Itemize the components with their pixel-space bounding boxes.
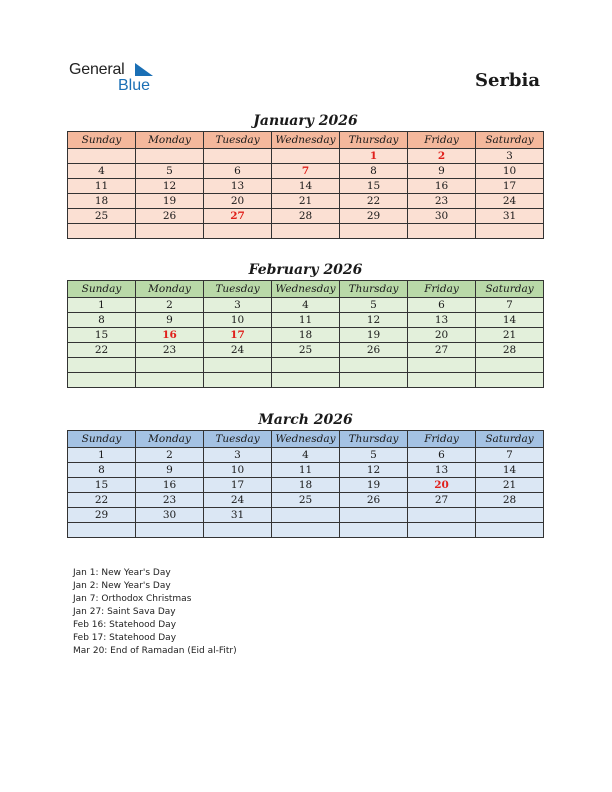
day-cell: 19: [340, 478, 408, 493]
calendar-grid: [67, 131, 544, 239]
holiday-day-cell: 17: [204, 328, 272, 343]
day-cell: 8: [340, 164, 408, 179]
weekday-header: Friday: [408, 132, 476, 149]
day-cell: [340, 358, 408, 373]
week-row: [68, 448, 544, 463]
day-cell: [408, 358, 476, 373]
day-cell: [408, 373, 476, 388]
holiday-note: Feb 17: Statehood Day: [73, 633, 177, 643]
day-cell: 18: [272, 478, 340, 493]
weekday-header-row: [68, 431, 544, 448]
day-cell: 17: [476, 179, 544, 194]
week-row: [68, 523, 544, 538]
week-row: [68, 149, 544, 164]
day-cell: [272, 358, 340, 373]
holiday-notes: [73, 567, 237, 658]
day-cell: [476, 508, 544, 523]
day-cell: 14: [476, 313, 544, 328]
day-cell: 7: [476, 298, 544, 313]
day-cell: 28: [272, 209, 340, 224]
day-cell: [476, 523, 544, 538]
week-row: [68, 508, 544, 523]
day-cell: [68, 523, 136, 538]
week-row: [68, 313, 544, 328]
day-cell: [204, 149, 272, 164]
day-cell: 23: [408, 194, 476, 209]
day-cell: [68, 358, 136, 373]
day-cell: 31: [476, 209, 544, 224]
day-cell: 30: [136, 508, 204, 523]
weekday-header: Sunday: [68, 132, 136, 149]
calendar-grid: [67, 280, 544, 388]
day-cell: 19: [340, 328, 408, 343]
weekday-header: Thursday: [340, 431, 408, 448]
holiday-note: Jan 7: Orthodox Christmas: [73, 594, 192, 604]
day-cell: 25: [68, 209, 136, 224]
day-cell: 27: [408, 343, 476, 358]
week-row: [68, 343, 544, 358]
logo-flag-icon: [135, 63, 153, 77]
day-cell: [408, 523, 476, 538]
day-cell: 30: [408, 209, 476, 224]
day-cell: 29: [340, 209, 408, 224]
day-cell: [68, 149, 136, 164]
day-cell: [340, 523, 408, 538]
day-cell: 20: [408, 328, 476, 343]
day-cell: 11: [68, 179, 136, 194]
day-cell: 21: [476, 328, 544, 343]
day-cell: 22: [340, 194, 408, 209]
day-cell: 16: [136, 478, 204, 493]
day-cell: 23: [136, 493, 204, 508]
day-cell: 6: [204, 164, 272, 179]
holiday-day-cell: 16: [136, 328, 204, 343]
day-cell: 21: [476, 478, 544, 493]
weekday-header: Monday: [136, 281, 204, 298]
calendar-grid: [67, 430, 544, 538]
holiday-day-cell: 7: [272, 164, 340, 179]
day-cell: 12: [136, 179, 204, 194]
day-cell: [408, 508, 476, 523]
day-cell: 26: [340, 343, 408, 358]
holiday-note: Jan 2: New Year's Day: [73, 581, 171, 591]
day-cell: [340, 508, 408, 523]
holiday-day-cell: 20: [408, 478, 476, 493]
day-cell: 25: [272, 343, 340, 358]
month-february: [67, 260, 544, 388]
week-row: [68, 194, 544, 209]
day-cell: 19: [136, 194, 204, 209]
day-cell: 4: [68, 164, 136, 179]
day-cell: 12: [340, 463, 408, 478]
day-cell: 10: [476, 164, 544, 179]
day-cell: 5: [136, 164, 204, 179]
day-cell: 2: [136, 298, 204, 313]
day-cell: 1: [68, 298, 136, 313]
day-cell: [476, 373, 544, 388]
day-cell: 13: [408, 463, 476, 478]
holiday-day-cell: 2: [408, 149, 476, 164]
day-cell: 23: [136, 343, 204, 358]
month-title: January 2026: [253, 113, 358, 129]
country-title: Serbia: [474, 70, 540, 91]
week-row: [68, 358, 544, 373]
day-cell: 5: [340, 298, 408, 313]
day-cell: 26: [136, 209, 204, 224]
day-cell: 2: [136, 448, 204, 463]
day-cell: 10: [204, 313, 272, 328]
day-cell: 8: [68, 313, 136, 328]
day-cell: 28: [476, 343, 544, 358]
weekday-header: Tuesday: [204, 431, 272, 448]
week-row: [68, 373, 544, 388]
day-cell: 9: [408, 164, 476, 179]
day-cell: 3: [476, 149, 544, 164]
day-cell: 20: [204, 194, 272, 209]
day-cell: 11: [272, 313, 340, 328]
day-cell: [204, 224, 272, 239]
weekday-header: Tuesday: [204, 132, 272, 149]
logo-text-general: General: [69, 61, 125, 78]
day-cell: 24: [476, 194, 544, 209]
day-cell: [68, 373, 136, 388]
day-cell: 11: [272, 463, 340, 478]
week-row: [68, 224, 544, 239]
weekday-header: Wednesday: [272, 132, 340, 149]
day-cell: 4: [272, 298, 340, 313]
holiday-note: Feb 16: Statehood Day: [73, 620, 177, 630]
weekday-header: Saturday: [476, 281, 544, 298]
day-cell: [272, 149, 340, 164]
day-cell: 27: [408, 493, 476, 508]
weekday-header: Friday: [408, 431, 476, 448]
day-cell: [136, 224, 204, 239]
week-row: [68, 463, 544, 478]
day-cell: [476, 358, 544, 373]
week-row: [68, 328, 544, 343]
day-cell: 22: [68, 493, 136, 508]
day-cell: 6: [408, 448, 476, 463]
day-cell: [272, 224, 340, 239]
day-cell: [204, 523, 272, 538]
day-cell: 26: [340, 493, 408, 508]
day-cell: 3: [204, 298, 272, 313]
day-cell: 24: [204, 343, 272, 358]
holiday-day-cell: 1: [340, 149, 408, 164]
week-row: [68, 164, 544, 179]
day-cell: [476, 224, 544, 239]
day-cell: 3: [204, 448, 272, 463]
day-cell: 10: [204, 463, 272, 478]
holiday-note: Jan 1: New Year's Day: [73, 568, 171, 578]
weekday-header: Monday: [136, 132, 204, 149]
weekday-header: Friday: [408, 281, 476, 298]
day-cell: 9: [136, 463, 204, 478]
weekday-header: Thursday: [340, 132, 408, 149]
day-cell: 14: [272, 179, 340, 194]
day-cell: 15: [68, 478, 136, 493]
weekday-header-row: [68, 281, 544, 298]
day-cell: 28: [476, 493, 544, 508]
month-title: February 2026: [248, 262, 363, 278]
day-cell: [340, 373, 408, 388]
holiday-note: Mar 20: End of Ramadan (Eid al-Fitr): [73, 646, 237, 656]
day-cell: [204, 373, 272, 388]
weekday-header: Saturday: [476, 431, 544, 448]
day-cell: [272, 373, 340, 388]
weekday-header: Sunday: [68, 281, 136, 298]
day-cell: 22: [68, 343, 136, 358]
logo: [69, 61, 169, 97]
week-row: [68, 209, 544, 224]
day-cell: 5: [340, 448, 408, 463]
day-cell: [272, 523, 340, 538]
day-cell: 9: [136, 313, 204, 328]
weekday-header: Wednesday: [272, 281, 340, 298]
day-cell: [272, 508, 340, 523]
day-cell: 17: [204, 478, 272, 493]
day-cell: 13: [204, 179, 272, 194]
day-cell: 12: [340, 313, 408, 328]
day-cell: 7: [476, 448, 544, 463]
day-cell: 15: [68, 328, 136, 343]
weekday-header: Saturday: [476, 132, 544, 149]
day-cell: 18: [272, 328, 340, 343]
day-cell: 18: [68, 194, 136, 209]
month-march: [67, 410, 544, 538]
week-row: [68, 478, 544, 493]
day-cell: 14: [476, 463, 544, 478]
weekday-header-row: [68, 132, 544, 149]
day-cell: [136, 373, 204, 388]
logo-text-blue: Blue: [118, 77, 151, 94]
weekday-header: Tuesday: [204, 281, 272, 298]
month-title: March 2026: [258, 412, 353, 428]
day-cell: [204, 358, 272, 373]
day-cell: 25: [272, 493, 340, 508]
week-row: [68, 179, 544, 194]
holiday-day-cell: 27: [204, 209, 272, 224]
month-january: [67, 111, 544, 239]
day-cell: [408, 224, 476, 239]
day-cell: [68, 224, 136, 239]
day-cell: 15: [340, 179, 408, 194]
day-cell: 16: [408, 179, 476, 194]
day-cell: 21: [272, 194, 340, 209]
day-cell: 24: [204, 493, 272, 508]
weekday-header: Wednesday: [272, 431, 340, 448]
week-row: [68, 493, 544, 508]
weekday-header: Sunday: [68, 431, 136, 448]
day-cell: [340, 224, 408, 239]
day-cell: 8: [68, 463, 136, 478]
week-row: [68, 298, 544, 313]
holiday-note: Jan 27: Saint Sava Day: [73, 607, 176, 617]
day-cell: [136, 358, 204, 373]
day-cell: 4: [272, 448, 340, 463]
day-cell: [136, 523, 204, 538]
day-cell: 6: [408, 298, 476, 313]
weekday-header: Thursday: [340, 281, 408, 298]
day-cell: 29: [68, 508, 136, 523]
weekday-header: Monday: [136, 431, 204, 448]
day-cell: 1: [68, 448, 136, 463]
day-cell: 13: [408, 313, 476, 328]
day-cell: [136, 149, 204, 164]
day-cell: 31: [204, 508, 272, 523]
